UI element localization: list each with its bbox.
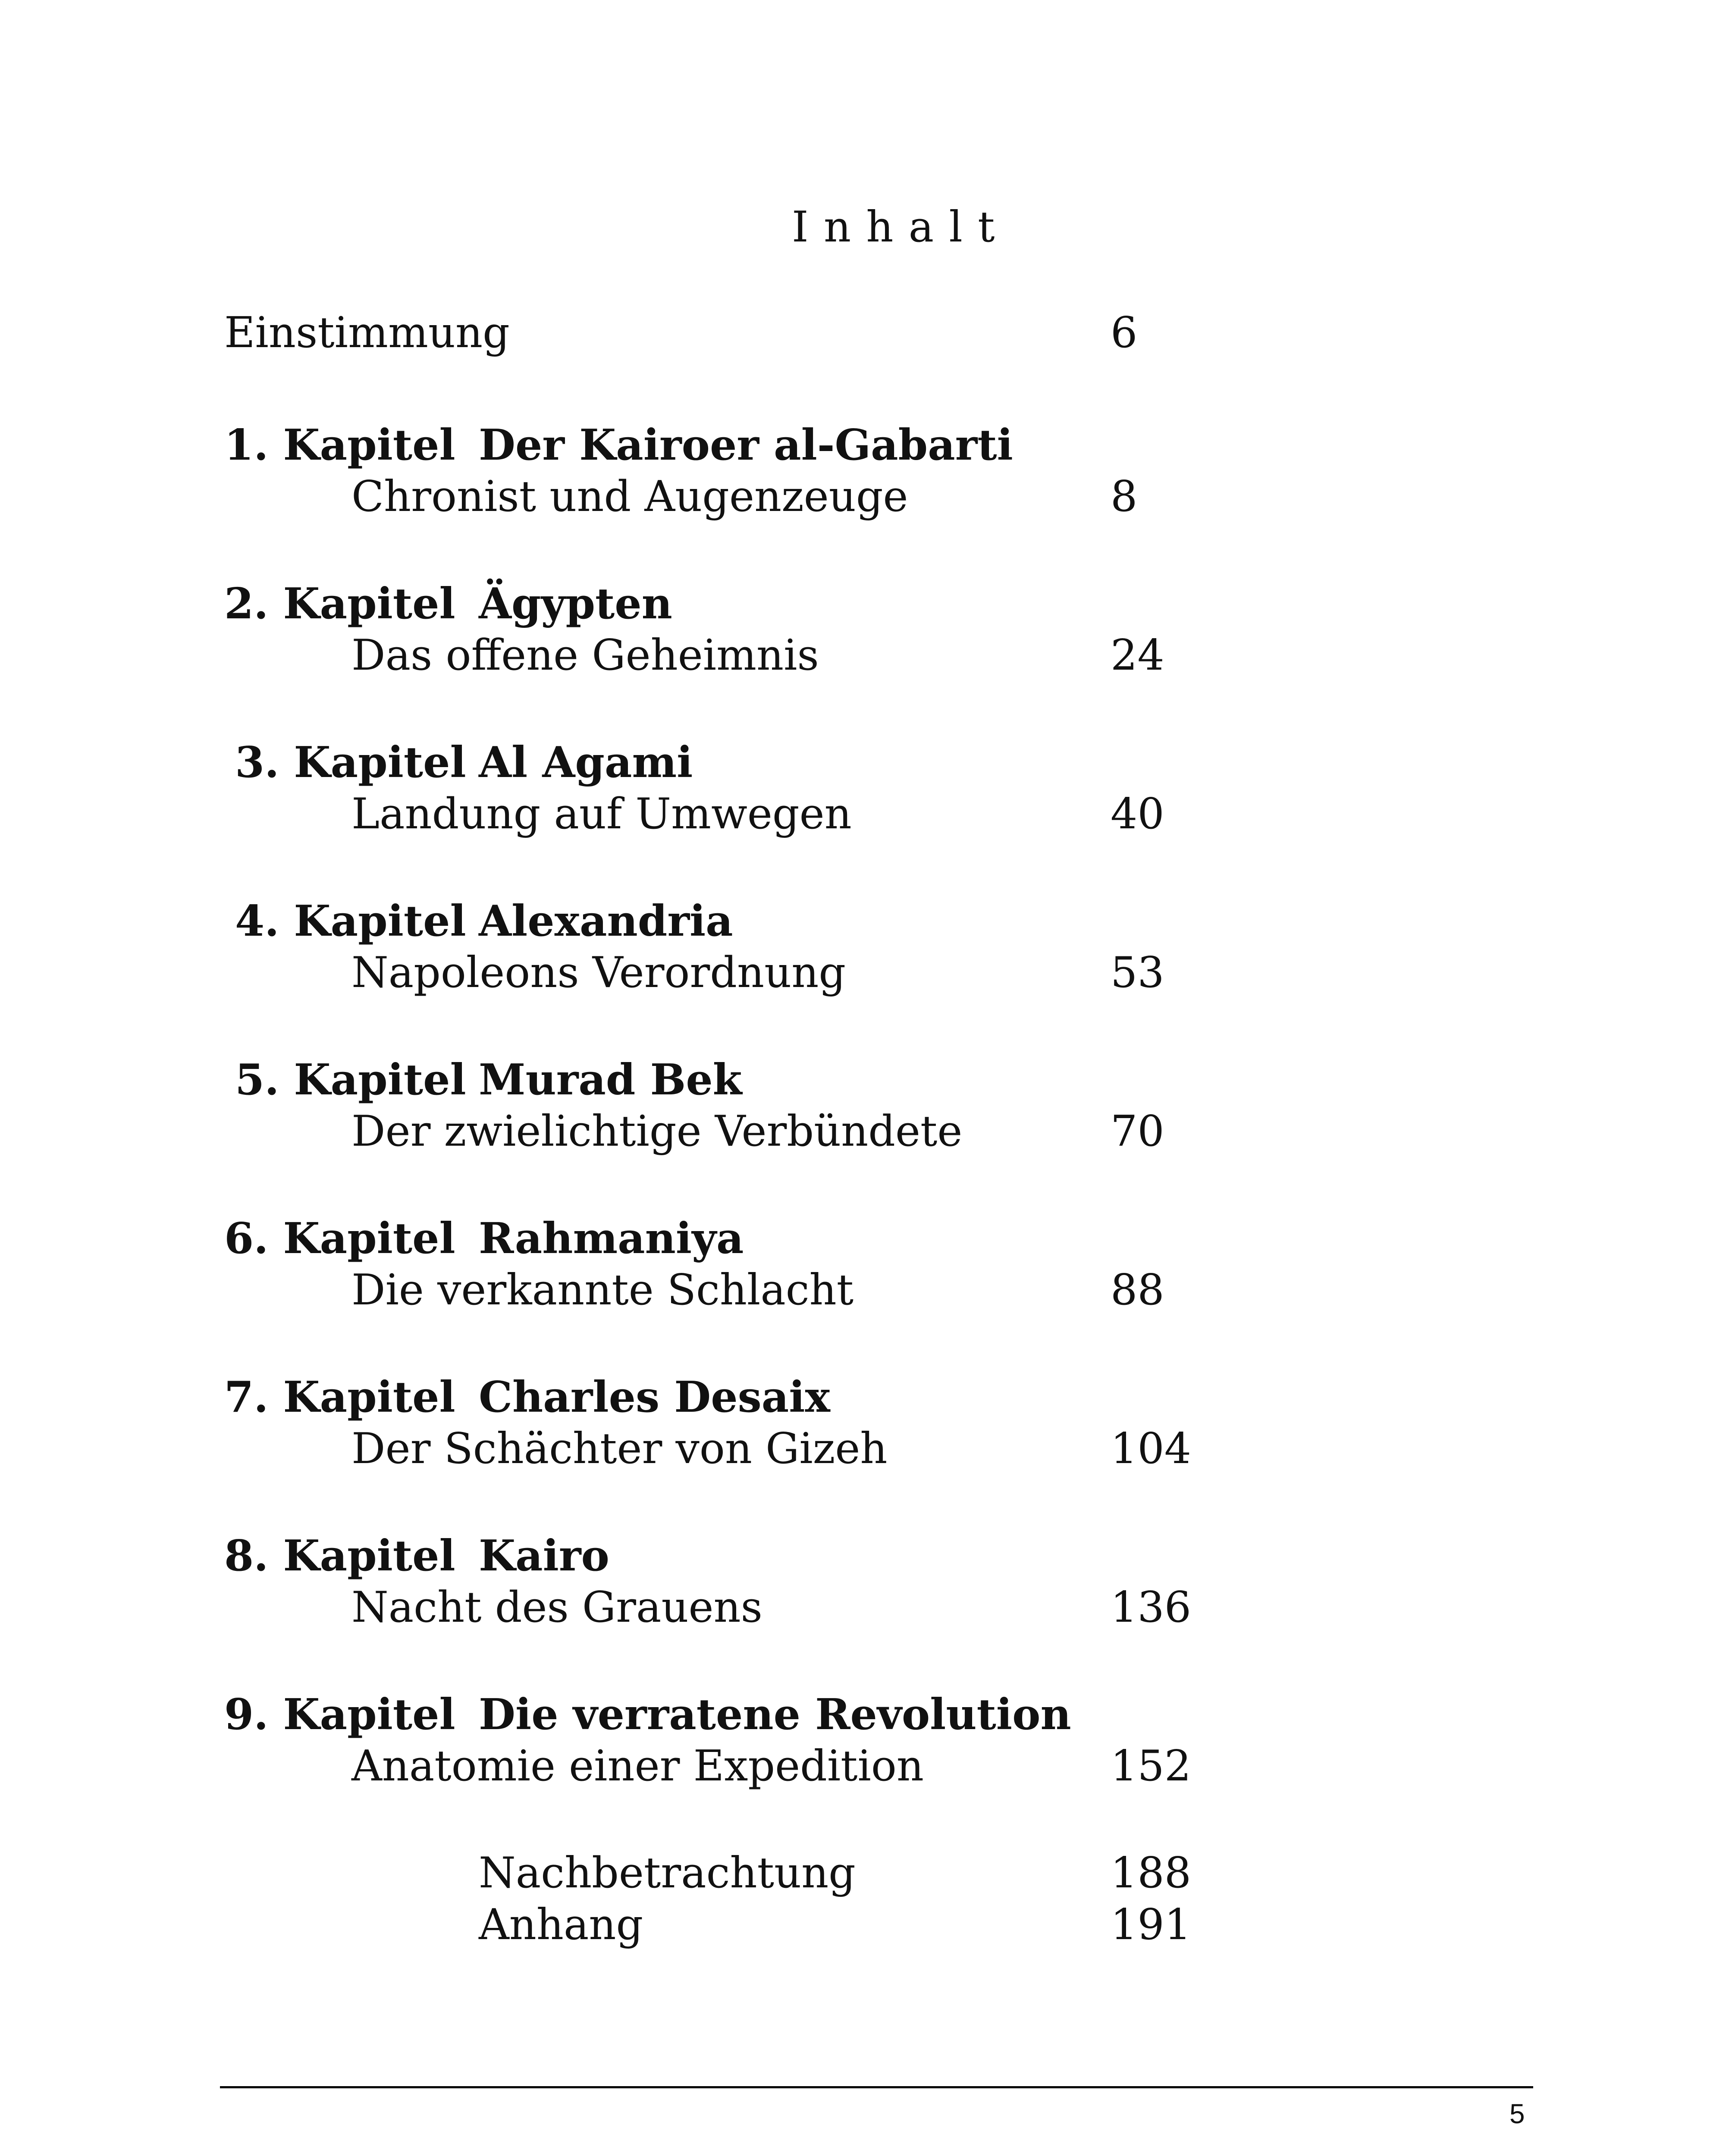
chapter-number-label: 8. Kapitel xyxy=(224,1531,455,1581)
chapter-number-label: 1. Kapitel xyxy=(224,420,455,470)
chapter-title: Charles Desaix xyxy=(479,1373,830,1422)
chapter-page-number: 152 xyxy=(1111,1742,1192,1791)
chapter-subtitle: Der Schächter von Gizeh xyxy=(351,1424,888,1473)
chapter-title: Al Agami xyxy=(479,738,693,787)
toc-intro-label: Einstimmung xyxy=(224,308,510,357)
toc-chapter-4 xyxy=(0,896,1732,1009)
chapter-title: Kairo xyxy=(479,1531,609,1581)
chapter-title: Rahmaniya xyxy=(479,1214,744,1263)
chapter-title: Murad Bek xyxy=(479,1055,742,1105)
chapter-page-number: 8 xyxy=(1111,472,1138,521)
chapter-number-label: 2. Kapitel xyxy=(224,579,455,629)
chapter-subtitle: Landung auf Umwegen xyxy=(351,790,852,839)
toc-chapter-1 xyxy=(0,420,1732,533)
toc-appendix-page-nachbetrachtung: 188 xyxy=(1111,1849,1192,1898)
toc-chapter-6 xyxy=(0,1214,1732,1326)
chapter-subtitle: Anatomie einer Expedition xyxy=(351,1742,924,1791)
chapter-page-number: 24 xyxy=(1111,631,1164,680)
chapter-number-label: 6. Kapitel xyxy=(224,1214,455,1263)
chapter-number-label: 4. Kapitel xyxy=(235,896,466,946)
chapter-number-label: 3. Kapitel xyxy=(235,738,466,787)
toc-appendix-label-nachbetrachtung: Nachbetrachtung xyxy=(479,1849,856,1898)
chapter-page-number: 53 xyxy=(1111,948,1164,997)
chapter-title: Alexandria xyxy=(479,896,733,946)
toc-appendix-label-anhang: Anhang xyxy=(479,1900,643,1949)
toc-intro-page: 6 xyxy=(1111,308,1138,357)
chapter-subtitle: Das offene Geheimnis xyxy=(351,631,819,680)
chapter-number-label: 7. Kapitel xyxy=(224,1373,455,1422)
chapter-page-number: 136 xyxy=(1111,1583,1192,1632)
chapter-subtitle: Napoleons Verordnung xyxy=(351,948,846,997)
chapter-subtitle: Nacht des Grauens xyxy=(351,1583,762,1632)
chapter-number-label: 5. Kapitel xyxy=(235,1055,466,1105)
toc-chapter-3 xyxy=(0,738,1732,850)
toc-chapter-2 xyxy=(0,579,1732,691)
toc-chapter-5 xyxy=(0,1055,1732,1167)
chapter-subtitle: Die verkannte Schlacht xyxy=(351,1266,854,1315)
chapter-page-number: 40 xyxy=(1111,790,1164,839)
chapter-subtitle: Der zwielichtige Verbündete xyxy=(351,1107,963,1156)
chapter-title: Ägypten xyxy=(479,579,672,629)
toc-chapter-7 xyxy=(0,1373,1732,1485)
toc-chapter-9 xyxy=(0,1690,1732,1802)
chapter-number-label: 9. Kapitel xyxy=(224,1690,455,1739)
toc-appendix-page-anhang: 191 xyxy=(1111,1900,1192,1949)
chapter-subtitle: Chronist und Augenzeuge xyxy=(351,472,908,521)
page-title: Inhalt xyxy=(792,203,1010,252)
chapter-title: Die verratene Revolution xyxy=(479,1690,1071,1739)
footer-page-number: 5 xyxy=(1509,2098,1525,2129)
chapter-page-number: 88 xyxy=(1111,1266,1164,1315)
chapter-title: Der Kairoer al-Gabarti xyxy=(479,420,1013,470)
toc-chapter-8 xyxy=(0,1531,1732,1643)
chapter-page-number: 70 xyxy=(1111,1107,1164,1156)
footer-rule xyxy=(220,2086,1533,2088)
chapter-page-number: 104 xyxy=(1111,1424,1192,1473)
